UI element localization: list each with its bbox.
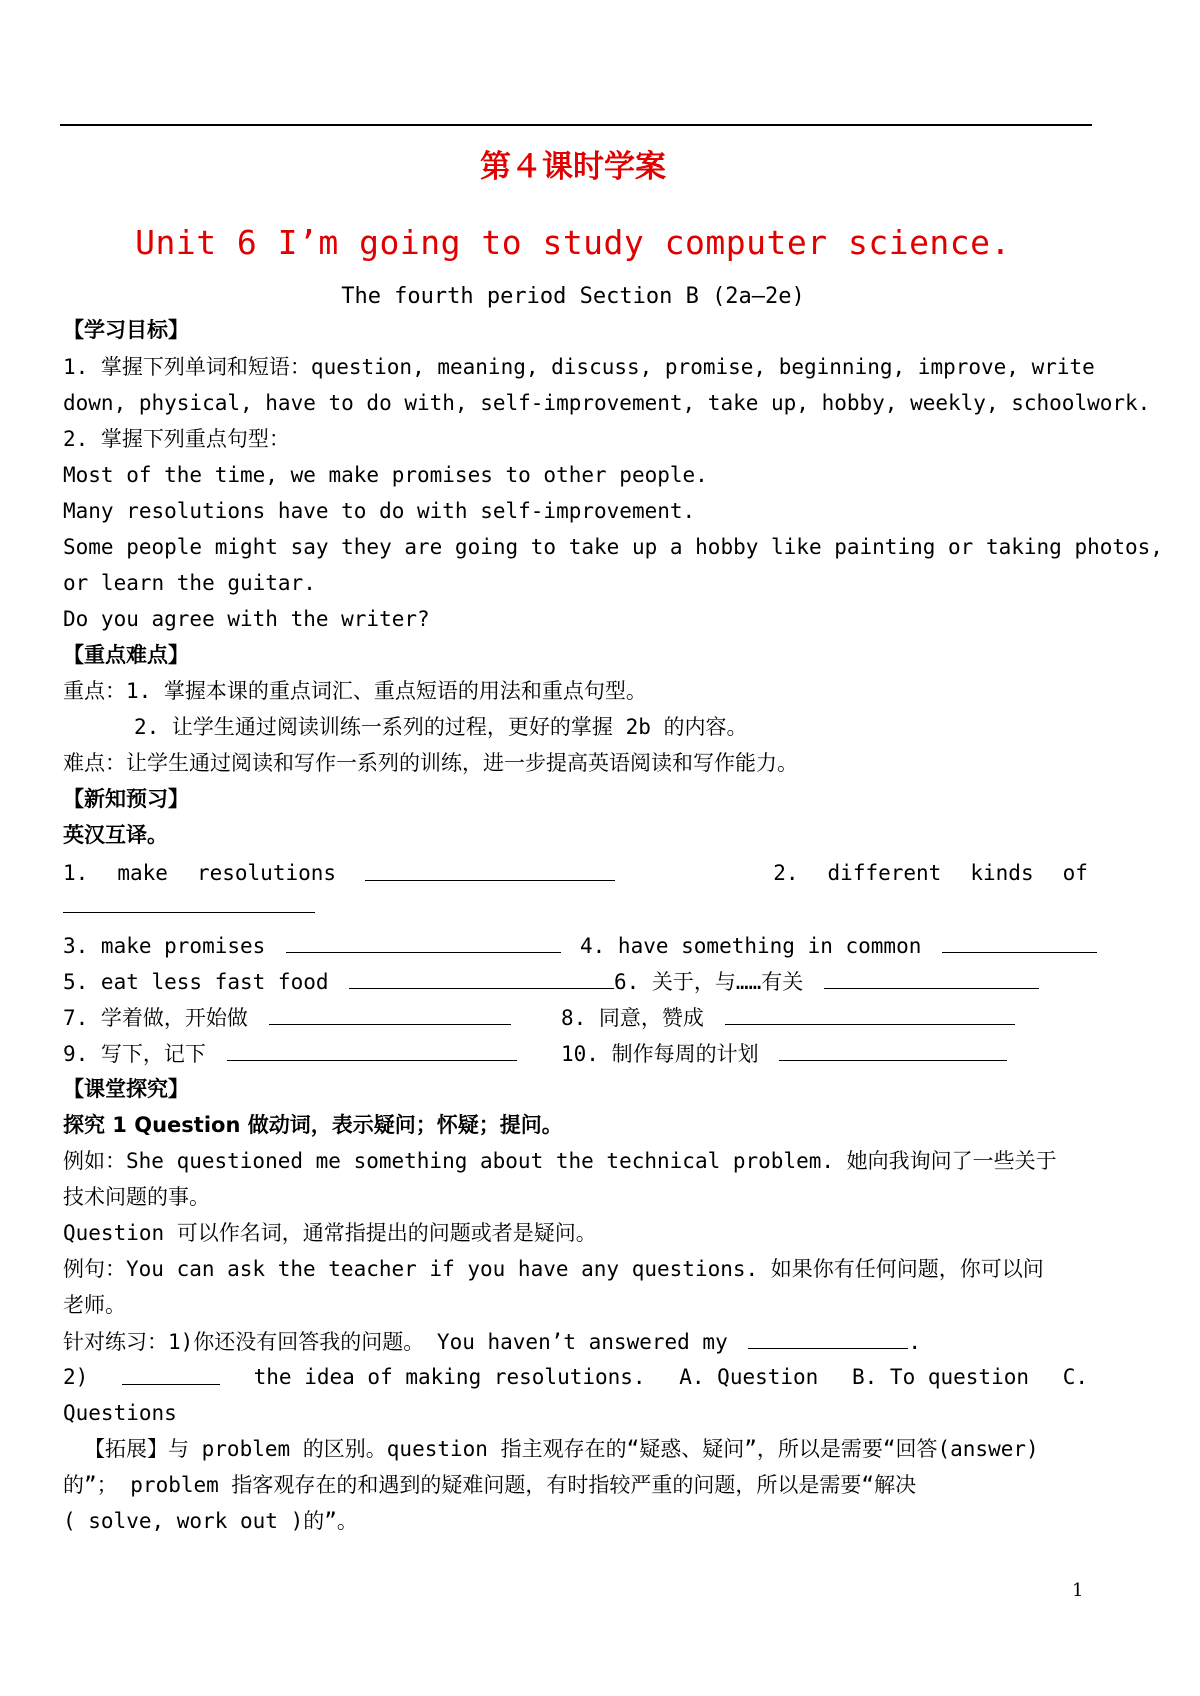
option-b[interactable]: B. To question	[852, 1365, 1030, 1389]
objectives-line-2: down, physical, have to do with, self-improvement, take up, hobby, weekly, schoolwork.	[63, 391, 1151, 415]
item-8-blank[interactable]	[725, 1002, 1015, 1025]
explore-heading: 【课堂探究】	[63, 1077, 189, 1101]
item-2-blank[interactable]	[63, 890, 315, 913]
item-4-text: 4. have something in common	[580, 934, 922, 958]
item-9-text: 9. 写下，记下	[63, 1042, 206, 1066]
item-4	[580, 930, 1097, 961]
item-6-blank[interactable]	[824, 966, 1039, 989]
unit-title: Unit 6 I’m going to study computer science.	[135, 223, 1011, 262]
item-7-blank[interactable]	[269, 1002, 511, 1025]
extension-line-2: 的”； problem 指客观存在的和遇到的疑难问题，有时指较严重的问题，所以是需要“解决	[63, 1473, 917, 1497]
header-rule	[60, 124, 1092, 126]
lesson-title: 第４课时学案	[480, 149, 666, 185]
item-4-blank[interactable]	[942, 930, 1097, 953]
item-8	[561, 1002, 1015, 1033]
practice-1-blank[interactable]	[748, 1326, 908, 1349]
preview-heading: 【新知预习】	[63, 787, 189, 811]
item-5	[63, 966, 614, 997]
item-1-word-b: resolutions	[196, 861, 337, 885]
objectives-line-1: 1. 掌握下列单词和短语：question, meaning, discuss, promise, beginning, improve, write	[63, 355, 1095, 379]
item-5-text: 5. eat less fast food	[63, 970, 329, 994]
objectives-line-3: 2. 掌握下列重点句型：	[63, 427, 290, 451]
example-2a: 例句：You can ask the teacher if you have any questions. 如果你有任何问题，你可以问	[63, 1257, 1044, 1281]
item-9	[63, 1038, 517, 1069]
item-6-text: 6. 关于，与……有关	[614, 970, 804, 994]
practice-2-number: 2)	[63, 1365, 89, 1389]
key-sentence-1: Most of the time, we make promises to other people.	[63, 463, 708, 487]
item-2-word-c: of	[1062, 861, 1088, 885]
extension-line-3: ( solve, work out )的”。	[63, 1509, 358, 1533]
item-10	[561, 1038, 1007, 1069]
extension-line-1: 【拓展】与 problem 的区别。question 指主观存在的“疑惑、疑问”，所以是需要“回答(answer)	[84, 1437, 1039, 1461]
item-3-blank[interactable]	[286, 930, 561, 953]
item-1-blank[interactable]	[365, 858, 615, 881]
keypoint-1: 重点：1. 掌握本课的重点词汇、重点短语的用法和重点句型。	[63, 679, 647, 703]
item-9-blank[interactable]	[227, 1038, 517, 1061]
example-1a: 例如：She questioned me something about the technical problem. 她向我询问了一些关于	[63, 1149, 1057, 1173]
item-10-text: 10. 制作每周的计划	[561, 1042, 759, 1066]
key-sentence-4: Do you agree with the writer?	[63, 607, 430, 631]
explore-title: 探究 1 Question 做动词，表示疑问；怀疑；提问。	[63, 1113, 563, 1137]
practice-1-period: .	[908, 1330, 922, 1354]
option-a[interactable]: A. Question	[679, 1365, 819, 1389]
option-c-label: C.	[1062, 1365, 1088, 1389]
item-1-number: 1.	[63, 861, 89, 885]
item-3	[63, 930, 561, 961]
practice-1	[63, 1326, 1088, 1357]
preview-subheading: 英汉互译。	[63, 823, 168, 847]
period-subtitle: The fourth period Section B (2a—2e)	[341, 284, 805, 309]
item-2-word-b: kinds	[970, 861, 1034, 885]
option-c-text[interactable]: Questions	[63, 1401, 177, 1425]
item-2-number: 2.	[773, 861, 799, 885]
item-10-blank[interactable]	[779, 1038, 1007, 1061]
item-5-blank[interactable]	[349, 966, 614, 989]
practice-2-text: the idea of making resolutions.	[253, 1365, 646, 1389]
objectives-heading: 【学习目标】	[63, 318, 189, 342]
practice-2-blank[interactable]	[122, 1362, 220, 1385]
item-7-text: 7. 学着做，开始做	[63, 1006, 248, 1030]
difficulty: 难点：让学生通过阅读和写作一系列的训练，进一步提高英语阅读和写作能力。	[63, 751, 798, 775]
item-1-word-a: make	[117, 861, 168, 885]
example-1b: 技术问题的事。	[63, 1185, 210, 1209]
noun-usage: Question 可以作名词，通常指提出的问题或者是疑问。	[63, 1221, 597, 1245]
item-3-text: 3. make promises	[63, 934, 266, 958]
keypoints-heading: 【重点难点】	[63, 643, 189, 667]
preview-row-1	[63, 858, 1088, 888]
item-7	[63, 1002, 511, 1033]
item-2-word-a: different	[827, 861, 942, 885]
item-6	[614, 966, 1039, 997]
key-sentence-3a: Some people might say they are going to take up a hobby like painting or taking photos,	[63, 535, 1163, 559]
keypoint-2: 2. 让学生通过阅读训练一系列的过程，更好的掌握 2b 的内容。	[134, 715, 748, 739]
example-2b: 老师。	[63, 1293, 126, 1317]
item-8-text: 8. 同意，赞成	[561, 1006, 704, 1030]
practice-2	[63, 1362, 1088, 1392]
item-2-blank-line	[63, 890, 1088, 921]
practice-1-text: 针对练习：1)你还没有回答我的问题。 You haven’t answered my	[63, 1330, 728, 1354]
key-sentence-2: Many resolutions have to do with self-improvement.	[63, 499, 696, 523]
key-sentence-3b: or learn the guitar.	[63, 571, 316, 595]
page-number: 1	[1072, 1580, 1084, 1601]
